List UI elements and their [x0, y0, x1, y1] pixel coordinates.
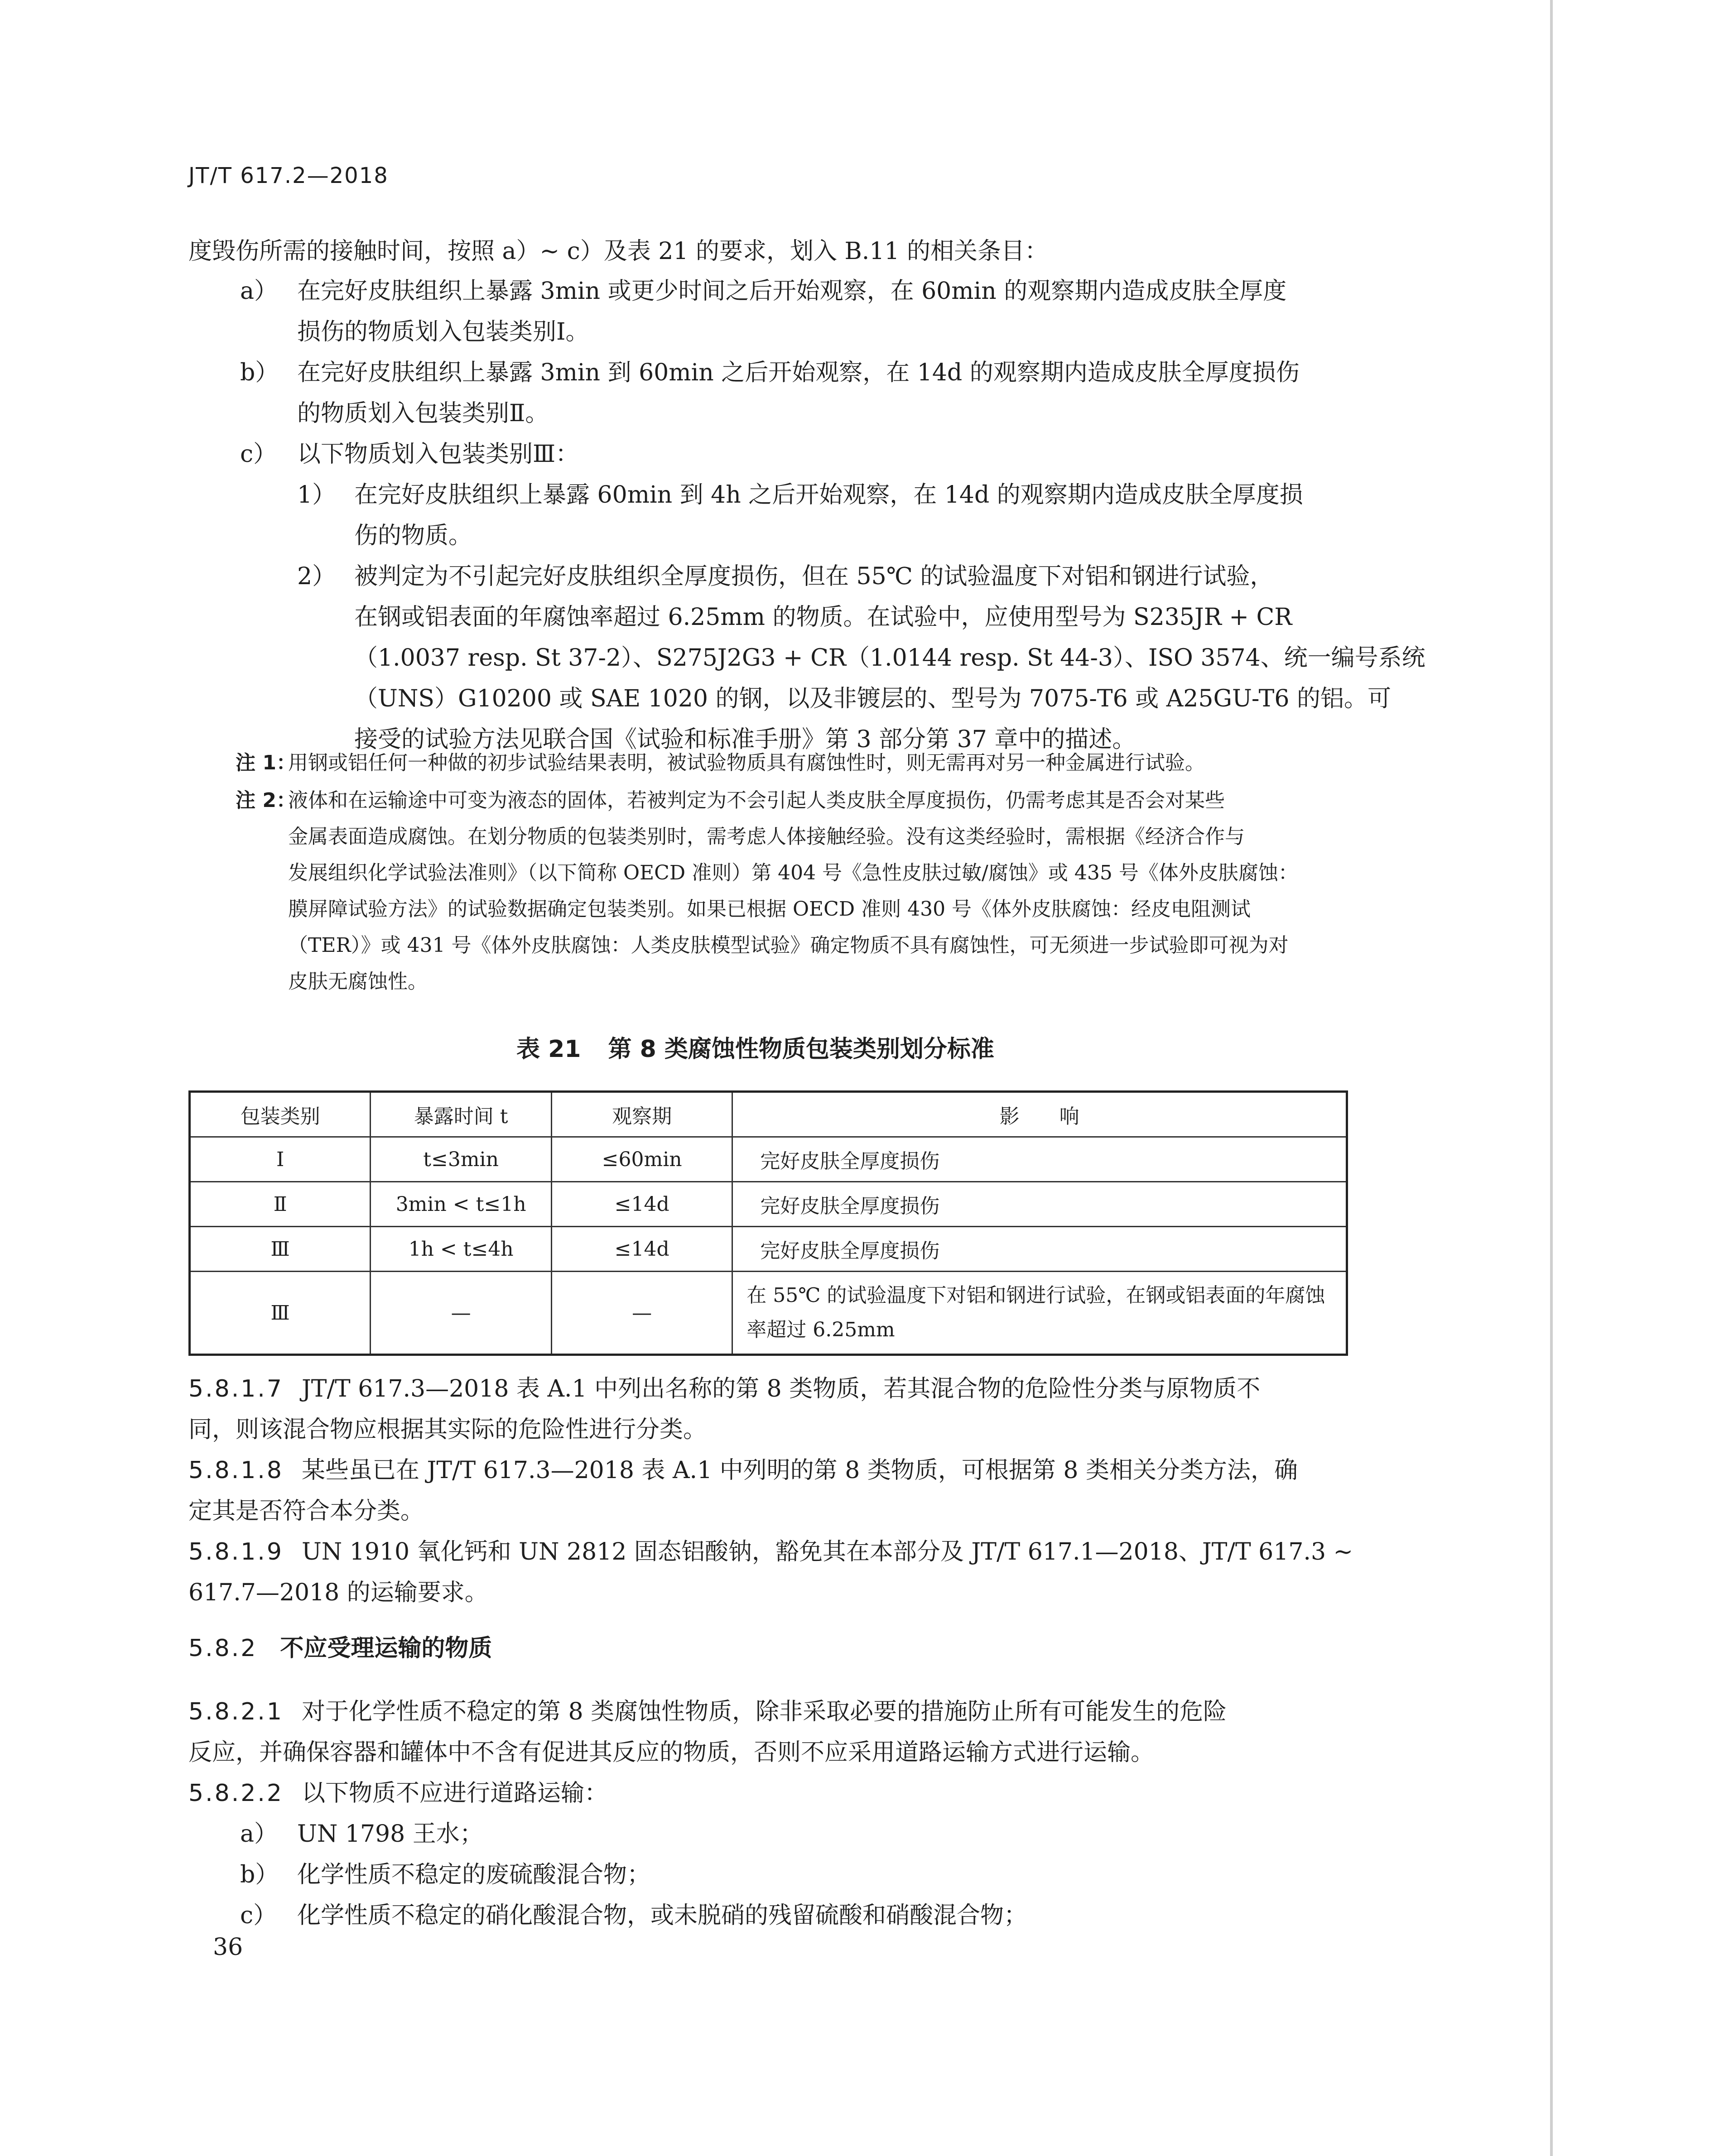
clause-line: UN 1910 氧化钙和 UN 2812 固态铝酸钠，豁免其在本部分及 JT/T 617.1—2018、JT/T 617.3 ~: [301, 1538, 1353, 1565]
list2-b-text: 化学性质不稳定的废硫酸混合物；: [297, 1861, 651, 1888]
clause-line: 以下物质不应进行道路运输：: [301, 1780, 608, 1807]
table-cell: ≤60min: [551, 1137, 732, 1182]
table-row: [190, 1227, 1347, 1272]
table-header-cell: 影 响: [732, 1092, 1347, 1137]
clause-number: 5.8.1.8: [188, 1457, 284, 1484]
subitem-2-line-2: 在钢或铝表面的年腐蚀率超过 6.25mm 的物质。在试验中，应使用型号为 S235JR + CR: [354, 604, 1292, 631]
table-cell: Ⅰ: [190, 1137, 371, 1182]
clause-5-8-1-7: [188, 1369, 1260, 1409]
table-cell: Ⅲ: [190, 1227, 371, 1272]
heading-title: 不应受理运输的物质: [280, 1635, 492, 1662]
clause-number: 5.8.1.7: [188, 1375, 284, 1402]
list2-c-text: 化学性质不稳定的硝化酸混合物，或未脱硝的残留硫酸和硝酸混合物；: [297, 1902, 1028, 1929]
item-b-line-2: 的物质划入包装类别Ⅱ。: [297, 400, 549, 427]
table-cell: 在 55℃ 的试验温度下对铝和钢进行试验，在钢或铝表面的年腐蚀率超过 6.25mm: [732, 1272, 1347, 1355]
subitem-1-marker: 1）: [297, 481, 336, 509]
table-header-cell: 观察期: [551, 1092, 732, 1137]
item-b-marker: b）: [240, 359, 279, 386]
clause-5-8-2-1: [188, 1691, 1227, 1732]
subitem-2-line-3: （1.0037 resp. St 37-2）、S275J2G3 + CR（1.0144 resp. St 44-3）、ISO 3574、统一编号系统: [354, 644, 1425, 672]
note-2-line-1: 液体和在运输途中可变为液态的固体，若被判定为不会引起人类皮肤全厚度损伤，仍需考虑其是否会对某些: [288, 789, 1225, 812]
table-cell: ≤14d: [551, 1227, 732, 1272]
table-row: [190, 1137, 1347, 1182]
document-code: JT/T 617.2—2018: [188, 163, 389, 188]
list2-a-marker: a）: [240, 1820, 278, 1848]
table-row: [190, 1272, 1347, 1355]
note-2-line-2: 金属表面造成腐蚀。在划分物质的包装类别时，需考虑人体接触经验。没有这类经验时，需根据《经济合作与: [288, 825, 1245, 848]
clause-5-8-1-9: [188, 1532, 1353, 1572]
subitem-2-line-4: （UNS）G10200 或 SAE 1020 的钢，以及非镀层的、型号为 7075-T6 或 A25GU-T6 的铝。可: [354, 685, 1391, 712]
note-2-line-5: （TER）》或 431 号《体外皮肤腐蚀：人类皮肤模型试验》确定物质不具有腐蚀性，可无须进一步试验即可视为对: [288, 934, 1289, 957]
table-cell: —: [371, 1272, 552, 1355]
table-number: 表 21: [516, 1036, 581, 1063]
note-2-line-6: 皮肤无腐蚀性。: [288, 970, 428, 993]
table-cell: Ⅲ: [190, 1272, 371, 1355]
section-heading: [188, 1628, 492, 1669]
table-cell: 1h < t≤4h: [371, 1227, 552, 1272]
page-edge-rule: [1550, 0, 1553, 2156]
list2-b-marker: b）: [240, 1861, 279, 1888]
table-cell: Ⅱ: [190, 1182, 371, 1227]
page-number: 36: [213, 1934, 243, 1961]
note-2-line-3: 发展组织化学试验法准则》（以下简称 OECD 准则）第 404 号《急性皮肤过敏/腐蚀》或 435 号《体外皮肤腐蚀：: [288, 861, 1298, 884]
clause-5-8-1-8: [188, 1450, 1298, 1491]
clause-number: 5.8.2.1: [188, 1698, 284, 1725]
subitem-2-marker: 2）: [297, 563, 336, 590]
note-1-label: 注 1：: [236, 751, 296, 774]
subitem-2-line-1: 被判定为不引起完好皮肤组织全厚度损伤，但在 55℃ 的试验温度下对铝和钢进行试验，: [354, 563, 1274, 590]
list2-a-text: UN 1798 王水；: [297, 1820, 483, 1848]
table-cell: t≤3min: [371, 1137, 552, 1182]
item-a-line-2: 损伤的物质划入包装类别Ⅰ。: [297, 318, 589, 346]
note-2-line-4: 膜屏障试验方法》的试验数据确定包装类别。如果已根据 OECD 准则 430 号《体外皮肤腐蚀：经皮电阻测试: [288, 898, 1251, 921]
note-2-label: 注 2：: [236, 789, 296, 812]
list2-c-marker: c）: [240, 1902, 277, 1929]
table-cell: —: [551, 1272, 732, 1355]
packing-group-table: [188, 1090, 1348, 1356]
subitem-1-line-1: 在完好皮肤组织上暴露 60min 到 4h 之后开始观察，在 14d 的观察期内造成皮肤全厚度损: [354, 481, 1303, 509]
note-1-line-1: 用钢或铝任何一种做的初步试验结果表明，被试验物质具有腐蚀性时，则无需再对另一种金属进行试验。: [288, 751, 1205, 774]
intro-paragraph: 度毁伤所需的接触时间，按照 a）~ c）及表 21 的要求，划入 B.11 的相关条目：: [188, 238, 1048, 265]
table-title: [516, 1030, 994, 1064]
clause-5-8-1-7-line-2: 同，则该混合物应根据其实际的危险性进行分类。: [188, 1416, 707, 1443]
table-cell: 3min < t≤1h: [371, 1182, 552, 1227]
clause-line: 对于化学性质不稳定的第 8 类腐蚀性物质，除非采取必要的措施防止所有可能发生的危险: [301, 1698, 1227, 1725]
item-a-marker: a）: [240, 278, 278, 305]
subitem-1-line-2: 伤的物质。: [354, 522, 472, 549]
clause-line: JT/T 617.3—2018 表 A.1 中列出名称的第 8 类物质，若其混合物的危险性分类与原物质不: [301, 1375, 1261, 1402]
clause-5-8-1-8-line-2: 定其是否符合本分类。: [188, 1498, 424, 1525]
heading-number: 5.8.2: [188, 1635, 258, 1662]
clause-number: 5.8.2.2: [188, 1780, 284, 1807]
table-caption: 第 8 类腐蚀性物质包装类别划分标准: [608, 1036, 994, 1063]
item-b-line-1: 在完好皮肤组织上暴露 3min 到 60min 之后开始观察，在 14d 的观察期内造成皮肤全厚度损伤: [297, 359, 1300, 386]
table-cell: 完好皮肤全厚度损伤: [732, 1227, 1347, 1272]
clause-number: 5.8.1.9: [188, 1538, 284, 1565]
table-header-cell: 暴露时间 t: [371, 1092, 552, 1137]
table-header-cell: 包装类别: [190, 1092, 371, 1137]
item-c-marker: c）: [240, 441, 277, 468]
clause-5-8-1-9-line-2: 617.7—2018 的运输要求。: [188, 1579, 488, 1606]
table-header-row: [190, 1092, 1347, 1137]
clause-line: 某些虽已在 JT/T 617.3—2018 表 A.1 中列明的第 8 类物质，可根据第 8 类相关分类方法，确: [301, 1457, 1298, 1484]
clause-5-8-2-1-line-2: 反应，并确保容器和罐体中不含有促进其反应的物质，否则不应采用道路运输方式进行运输。: [188, 1739, 1155, 1766]
table-cell: 完好皮肤全厚度损伤: [732, 1137, 1347, 1182]
table-cell: ≤14d: [551, 1182, 732, 1227]
item-a-line-1: 在完好皮肤组织上暴露 3min 或更少时间之后开始观察，在 60min 的观察期内造成皮肤全厚度: [297, 278, 1287, 305]
item-c-line-1: 以下物质划入包装类别Ⅲ：: [297, 441, 579, 468]
table-row: [190, 1182, 1347, 1227]
subitem-2-line-5: 接受的试验方法见联合国《试验和标准手册》第 3 部分第 37 章中的描述。: [354, 726, 1136, 753]
table-cell: 完好皮肤全厚度损伤: [732, 1182, 1347, 1227]
clause-5-8-2-2: [188, 1773, 608, 1814]
